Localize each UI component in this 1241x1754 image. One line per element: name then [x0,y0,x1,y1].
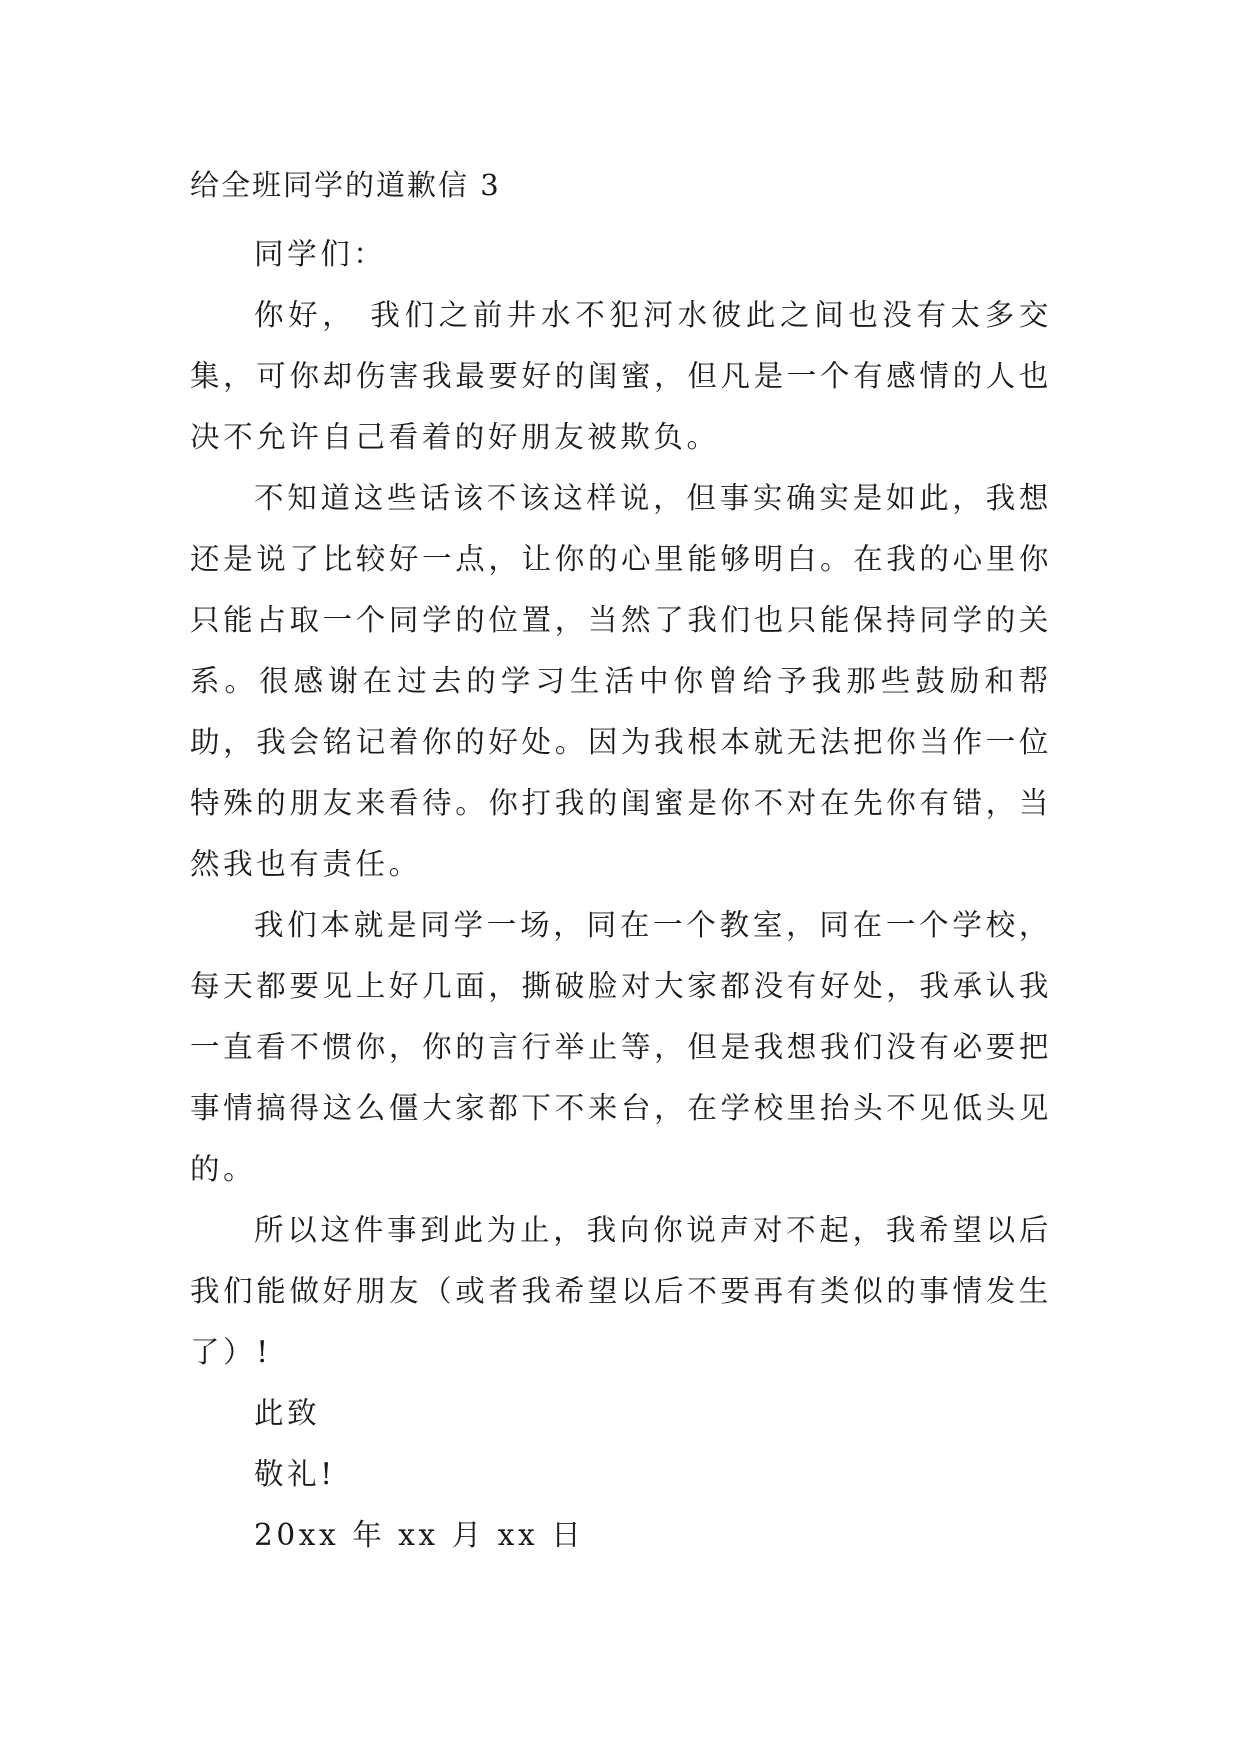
letter-date: 20xx 年 xx 月 xx 日 [254,1518,585,1552]
closing-line-1: 此致 [254,1396,321,1430]
document-title: 给全班同学的道歉信 3 [190,168,501,202]
paragraph-1: 你好， 我们之前井水不犯河水彼此之间也没有太多交集，可你却伤害我最要好的闺蜜，但凡是一个有感情的人也决不允许自己看着的好朋友被欺负。 [190,298,1052,454]
paragraph-3: 我们本就是同学一场，同在一个教室，同在一个学校，每天都要见上好几面，撕破脸对大家都没有好处，我承认我一直看不惯你，你的言行举止等，但是我想我们没有必要把事情搞得这么僵大家都下不来台，在学校里抬头不见低头见的。 [190,908,1052,1186]
letter-body [190,224,1052,1566]
salutation: 同学们： [254,237,387,271]
paragraph-2: 不知道这些话该不该这样说，但事实确实是如此，我想还是说了比较好一点，让你的心里能够明白。在我的心里你只能占取一个同学的位置，当然了我们也只能保持同学的关系。很感谢在过去的学习生活中你曾给予我那些鼓励和帮助，我会铭记着你的好处。因为我根本就无法把你当作一位特殊的朋友来看待。你打我的闺蜜是你不对在先你有错，当然我也有责任。 [190,481,1052,881]
paragraph-4: 所以这件事到此为止，我向你说声对不起，我希望以后我们能做好朋友（或者我希望以后不要再有类似的事情发生了）! [190,1213,1052,1369]
closing-line-2: 敬礼! [254,1457,336,1491]
